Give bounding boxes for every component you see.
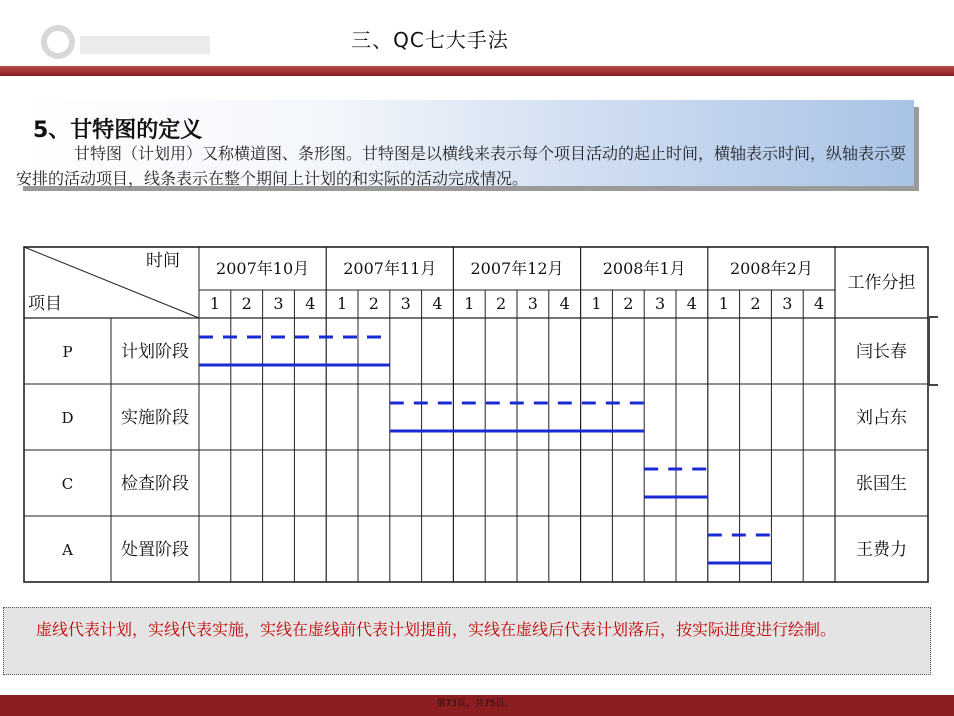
week-label: 1 xyxy=(464,294,475,313)
month-label: 2007年10月 xyxy=(216,259,310,278)
week-label: 3 xyxy=(655,294,666,313)
bracket-mark xyxy=(928,316,938,386)
definition-body: 甘特图（计划用）又称横道图、条形图。甘特图是以横线来表示每个项目活动的起止时间，横轴表示时间，纵轴表示要安排的活动项目，线条表示在整个期间上计划的和实际的活动完成情况。 xyxy=(16,144,907,188)
phase-name: 处置阶段 xyxy=(121,540,189,560)
week-label: 3 xyxy=(273,294,284,313)
month-label: 2008年2月 xyxy=(729,259,813,278)
header-divider xyxy=(0,66,954,76)
month-label: 2007年12月 xyxy=(470,259,564,278)
week-label: 3 xyxy=(527,294,538,313)
month-label: 2007年11月 xyxy=(343,259,437,278)
week-label: 2 xyxy=(750,294,761,313)
week-label: 2 xyxy=(496,294,507,313)
owner-header: 工作分担 xyxy=(847,273,916,293)
month-label: 2008年1月 xyxy=(602,259,686,278)
phase-owner: 张国生 xyxy=(856,474,907,494)
phase-code: A xyxy=(62,541,73,559)
week-label: 4 xyxy=(432,294,443,313)
week-label: 4 xyxy=(559,294,570,313)
week-label: 1 xyxy=(718,294,729,313)
week-label: 4 xyxy=(305,294,316,313)
phase-name: 实施阶段 xyxy=(121,408,189,428)
phase-owner: 刘占东 xyxy=(856,408,907,428)
corner-time-label: 时间 xyxy=(146,251,180,271)
note-text: 虚线代表计划，实线代表实施，实线在虚线前代表计划提前，实线在虚线后代表计划落后，按实际进度进行绘制。 xyxy=(36,620,837,639)
week-label: 1 xyxy=(337,294,348,313)
gantt-svg xyxy=(23,246,929,584)
week-label: 2 xyxy=(368,294,379,313)
week-label: 4 xyxy=(814,294,825,313)
slide-title: 三、QC七大手法 xyxy=(351,28,509,52)
week-label: 2 xyxy=(241,294,252,313)
definition-title: 5、甘特图的定义 xyxy=(33,118,203,143)
phase-code: P xyxy=(62,343,73,361)
week-label: 4 xyxy=(686,294,697,313)
phase-name: 计划阶段 xyxy=(121,342,189,362)
page-number: 第73页，共75页。 xyxy=(436,699,514,709)
phase-code: C xyxy=(61,475,74,493)
week-label: 3 xyxy=(400,294,411,313)
phase-owner: 闫长春 xyxy=(856,342,907,362)
week-label: 3 xyxy=(782,294,793,313)
phase-name: 检查阶段 xyxy=(121,474,189,494)
phase-owner: 王费力 xyxy=(856,540,907,560)
week-label: 1 xyxy=(209,294,220,313)
week-label: 1 xyxy=(591,294,602,313)
week-label: 2 xyxy=(623,294,634,313)
corner-item-label: 项目 xyxy=(28,294,62,314)
slide-header xyxy=(0,0,954,66)
company-logo xyxy=(40,22,215,67)
gantt-chart xyxy=(23,246,929,588)
phase-code: D xyxy=(61,409,74,427)
